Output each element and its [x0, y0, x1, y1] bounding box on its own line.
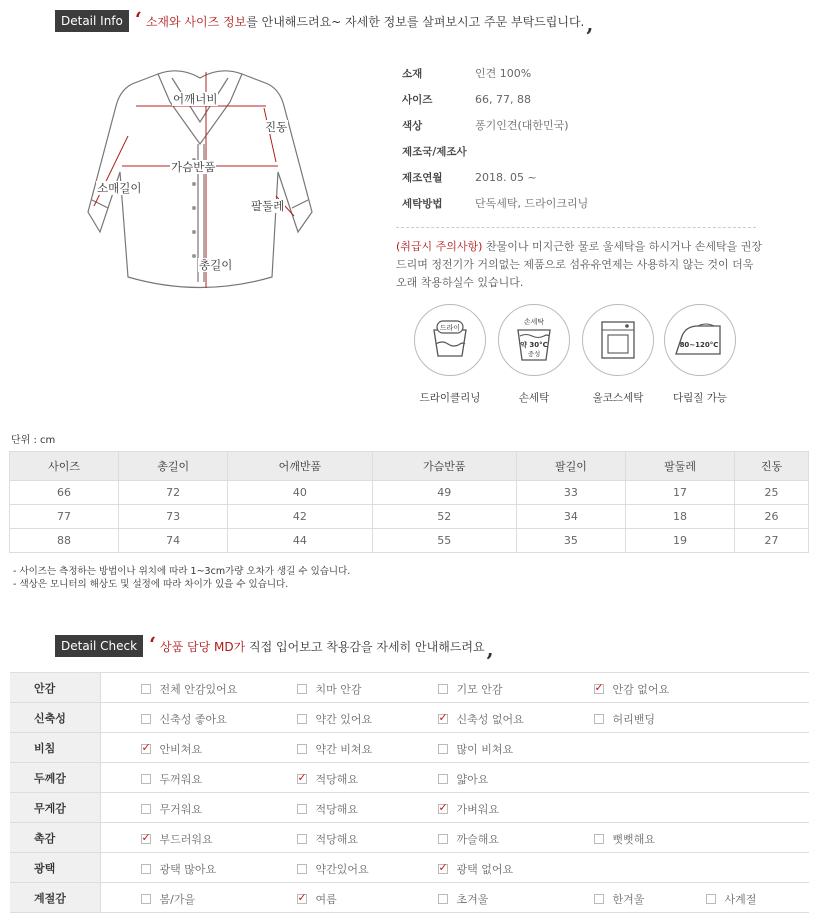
- sleeve-width-label: 팔둘레: [251, 199, 285, 213]
- check-option-label: 광택 많아요: [159, 863, 217, 876]
- check-option[interactable]: [141, 861, 217, 877]
- quote-mark: ‘: [149, 632, 157, 656]
- spec-row: 색상 퐁기인견(대한민국): [402, 119, 569, 132]
- table-row: 66 72 40 49 33 17 25: [10, 481, 809, 505]
- checkbox-checked-icon[interactable]: [141, 834, 151, 844]
- table-row: 88 74 44 55 35 19 27: [10, 529, 809, 553]
- check-option[interactable]: [594, 831, 656, 847]
- washing-machine-icon: [582, 304, 654, 376]
- check-row: [10, 853, 809, 883]
- detail-check-table: [10, 672, 809, 913]
- check-option-label: 적당해요: [315, 833, 359, 846]
- check-category: 광택: [10, 853, 100, 883]
- check-option-label: 신축성 좋아요: [159, 713, 227, 726]
- checkbox-checked-icon[interactable]: [438, 714, 448, 724]
- check-option-label: 얇아요: [456, 773, 489, 786]
- care-dry-clean: 드라이 드라이클리닝: [412, 304, 488, 405]
- checkbox-icon[interactable]: [438, 744, 448, 754]
- check-option-label: 초겨울: [456, 893, 489, 906]
- checkbox-icon[interactable]: [297, 714, 307, 724]
- checkbox-icon[interactable]: [141, 684, 151, 694]
- check-option-label: 약간있어요: [315, 863, 369, 876]
- check-row: [10, 733, 809, 763]
- check-option[interactable]: [438, 861, 514, 877]
- detail-info-header: [55, 7, 594, 36]
- svg-text:약 30°C: 약 30°C: [520, 341, 548, 349]
- check-option[interactable]: [141, 741, 203, 757]
- check-option[interactable]: [297, 861, 369, 877]
- care-caution-text: (취급시 주의사항) 찬물이나 미지근한 물로 울세탁을 하시거나 손세탁을 권장드리며 정전기가 거의없는 제품으로 섬유유연제는 사용하지 않는 것이 더욱 오래 착용하실수 있습니다.: [396, 240, 762, 289]
- checkbox-icon[interactable]: [438, 834, 448, 844]
- checkbox-icon[interactable]: [297, 684, 307, 694]
- check-row: [10, 793, 809, 823]
- svg-text:중성: 중성: [527, 350, 541, 358]
- checkbox-checked-icon[interactable]: [141, 744, 151, 754]
- total-length-label: 총길이: [199, 258, 233, 272]
- check-option-label: 약간 있어요: [315, 713, 373, 726]
- check-option[interactable]: [438, 771, 489, 787]
- checkbox-icon[interactable]: [438, 684, 448, 694]
- care-hand-wash: 손세탁 약 30°C 중성 손세탁: [496, 304, 572, 405]
- check-option[interactable]: [141, 681, 238, 697]
- check-option[interactable]: [141, 711, 227, 727]
- check-option-label: 여름: [315, 893, 337, 906]
- detail-info-title: 소재와 사이즈 정보를 안내해드려요~ 자세한 정보를 살펴보시고 주문 부탁드립니다.: [145, 14, 585, 29]
- checkbox-icon[interactable]: [141, 864, 151, 874]
- comma-mark: ,: [486, 637, 494, 661]
- check-option-label: 뻣뻣해요: [612, 833, 656, 846]
- shoulder-label: 어깨너비: [173, 92, 218, 106]
- table-row: 77 73 42 52 34 18 26: [10, 505, 809, 529]
- check-option-label: 적당해요: [315, 773, 359, 786]
- checkbox-checked-icon[interactable]: [438, 864, 448, 874]
- check-row: [10, 673, 809, 703]
- check-option-label: 부드러워요: [159, 833, 213, 846]
- size-notes: - 사이즈는 측정하는 방법이나 위치에 따라 1~3cm가량 오차가 생길 수 있습니다. - 색상은 모니터의 해상도 및 설정에 따라 차이가 있을 수 있습니다.: [13, 566, 351, 590]
- check-option-label: 많이 비쳐요: [456, 743, 514, 756]
- check-option[interactable]: [594, 711, 656, 727]
- check-option[interactable]: [297, 891, 337, 907]
- checkbox-icon[interactable]: [141, 894, 151, 904]
- comma-mark: ,: [586, 12, 594, 36]
- checkbox-icon[interactable]: [706, 894, 716, 904]
- spec-row: 사이즈 66, 77, 88: [402, 92, 531, 106]
- check-option[interactable]: [438, 801, 500, 817]
- check-option[interactable]: [141, 801, 203, 817]
- unit-label: 단위 : cm: [11, 435, 56, 446]
- checkbox-icon[interactable]: [594, 894, 604, 904]
- check-option[interactable]: [141, 891, 196, 907]
- checkbox-icon[interactable]: [297, 834, 307, 844]
- svg-text:80~120°C: 80~120°C: [679, 341, 719, 349]
- sleeve-length-label: 소매길이: [97, 181, 142, 195]
- quote-mark: ‘: [134, 7, 142, 31]
- check-option[interactable]: [438, 741, 514, 757]
- check-category: 안감: [10, 673, 100, 703]
- check-category: 무게감: [10, 793, 100, 823]
- check-option-label: 약간 비쳐요: [315, 743, 373, 756]
- size-table: [9, 451, 809, 553]
- check-option-label: 광택 없어요: [456, 863, 514, 876]
- checkbox-icon[interactable]: [594, 834, 604, 844]
- check-row: [10, 823, 809, 853]
- check-option-label: 사계절: [724, 893, 757, 906]
- check-option[interactable]: [438, 831, 500, 847]
- check-option-label: 신축성 없어요: [456, 713, 524, 726]
- check-row: [10, 763, 809, 793]
- checkbox-checked-icon[interactable]: [438, 804, 448, 814]
- detail-check-title: 상품 담당 MD가 직접 입어보고 착용감을 자세히 안내해드려요: [160, 639, 485, 654]
- shirt-measure-diagram: [80, 62, 320, 310]
- check-option-label: 전체 안감있어요: [159, 683, 238, 696]
- svg-text:손세탁: 손세탁: [523, 318, 545, 326]
- check-option[interactable]: [297, 771, 359, 787]
- checkbox-checked-icon[interactable]: [594, 684, 604, 694]
- checkbox-icon[interactable]: [438, 894, 448, 904]
- check-option-label: 까슬해요: [456, 833, 500, 846]
- check-option[interactable]: [297, 741, 373, 757]
- checkbox-icon[interactable]: [297, 864, 307, 874]
- check-option[interactable]: [297, 681, 362, 697]
- checkbox-icon[interactable]: [141, 714, 151, 724]
- checkbox-checked-icon[interactable]: [297, 894, 307, 904]
- spec-list: [402, 60, 588, 216]
- spec-row: 제조연월 2018. 05 ~: [402, 170, 537, 184]
- checkbox-icon[interactable]: [141, 774, 151, 784]
- check-option-label: 안감 없어요: [612, 683, 670, 696]
- armhole-label: 진동: [265, 120, 288, 134]
- check-option[interactable]: [141, 771, 203, 787]
- check-option-label: 기모 안감: [456, 683, 503, 696]
- check-option-label: 두꺼워요: [159, 773, 203, 786]
- check-option-label: 가벼워요: [456, 803, 500, 816]
- table-header-row: 사이즈 총길이 어깨반품 가슴반품 팔길이 팔둘레 진동: [10, 452, 809, 481]
- iron-icon: [664, 304, 736, 376]
- check-category: 계절감: [10, 883, 100, 913]
- check-category: 비침: [10, 733, 100, 763]
- checkbox-icon[interactable]: [438, 774, 448, 784]
- check-row: [10, 883, 809, 913]
- check-option-label: 봄/가을: [159, 893, 196, 906]
- check-option[interactable]: [297, 831, 359, 847]
- check-option-label: 허리밴딩: [612, 713, 656, 726]
- check-option-label: 적당해요: [315, 803, 359, 816]
- check-option[interactable]: [438, 891, 489, 907]
- check-option-label: 안비쳐요: [159, 743, 203, 756]
- check-option[interactable]: [438, 711, 524, 727]
- check-category: 신축성: [10, 703, 100, 733]
- check-category: 촉감: [10, 823, 100, 853]
- check-option[interactable]: [438, 681, 503, 697]
- detail-check-badge: Detail Check: [55, 635, 143, 657]
- checkbox-icon[interactable]: [594, 714, 604, 724]
- check-option[interactable]: [706, 891, 757, 907]
- checkbox-icon[interactable]: [141, 804, 151, 814]
- detail-check-header: [55, 632, 494, 661]
- check-option[interactable]: [594, 681, 670, 697]
- check-category: 두께감: [10, 763, 100, 793]
- check-option[interactable]: [594, 891, 645, 907]
- dry-clean-icon: [414, 304, 486, 376]
- care-wool-wash: 울코스세탁: [580, 304, 656, 405]
- spec-row: 세탁방법 단독세탁, 드라이크리닝: [402, 197, 589, 210]
- check-row: [10, 703, 809, 733]
- check-option[interactable]: [297, 801, 359, 817]
- checkbox-icon[interactable]: [297, 804, 307, 814]
- detail-info-badge: Detail Info: [55, 10, 129, 32]
- care-iron: 80~120°C 다림질 가능: [662, 304, 738, 405]
- check-option-label: 무거워요: [159, 803, 203, 816]
- check-option[interactable]: [297, 711, 373, 727]
- check-option-label: 치마 안감: [315, 683, 362, 696]
- hand-wash-icon: [498, 304, 570, 376]
- checkbox-checked-icon[interactable]: [297, 774, 307, 784]
- svg-text:드라이: 드라이: [439, 324, 461, 332]
- check-option-label: 한겨울: [612, 893, 645, 906]
- spec-row: 소재 인견 100%: [402, 67, 532, 80]
- spec-row: 제조국/제조사: [402, 145, 467, 158]
- divider: [396, 227, 756, 228]
- chest-label: 가슴반품: [171, 160, 216, 174]
- checkbox-icon[interactable]: [297, 744, 307, 754]
- check-option[interactable]: [141, 831, 213, 847]
